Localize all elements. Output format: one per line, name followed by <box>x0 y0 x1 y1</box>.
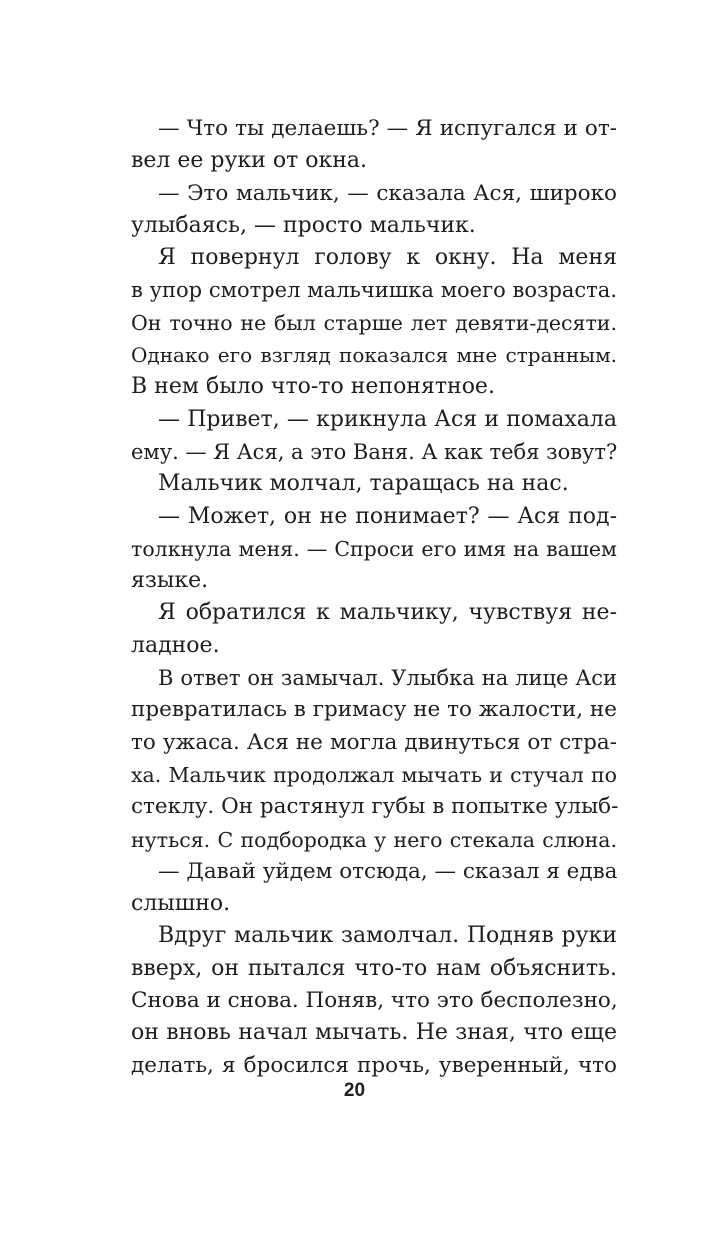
text-line: языке. <box>131 568 209 594</box>
text-line: то ужаса. Ася не могла двинуться от стра- <box>131 729 617 755</box>
text-line: — Может, он не понимает? — Ася под- <box>158 503 617 529</box>
text-line: ему. — Я Ася, а это Ваня. А как тебя зовут? <box>131 439 618 464</box>
page-number: 20 <box>343 1080 366 1101</box>
text-line: он вновь начал мычать. Не зная, что еще <box>131 1020 617 1046</box>
text-line: — Давай уйдем отсюда, — сказал я едва <box>158 858 618 884</box>
text-line: вверх, он пытался что-то нам объяснить. <box>131 955 617 981</box>
text-line: ха. Мальчик продолжал мычать и стучал по <box>131 762 617 787</box>
text-line: вел ее руки от окна. <box>131 148 368 174</box>
text-line: Я повернул голову к окну. На меня <box>158 245 617 271</box>
text-line: Он точно не был старше лет девяти-десяти. <box>131 310 617 335</box>
text-line: В ответ он замычал. Улыбка на лице Аси <box>158 666 617 691</box>
text-line: — Что ты делаешь? — Я испугался и от- <box>158 116 617 141</box>
text-line: в упор смотрел мальчишка моего возраста. <box>131 278 617 303</box>
text-line: Однако его взгляд показался мне странным. <box>131 343 617 368</box>
text-line: толкнула меня. — Спроси его имя на вашем <box>131 536 617 561</box>
text-line: слышно. <box>131 891 231 917</box>
text-line: нуться. С подбородка у него стекала слюна. <box>131 827 617 852</box>
text-line: Снова и снова. Поняв, что это бесполезно, <box>131 988 618 1014</box>
text-line: — Это мальчик, — сказала Ася, широко <box>158 180 617 206</box>
text-line: — Привет, — крикнула Ася и помахала <box>158 406 617 432</box>
text-line: Мальчик молчал, таращась на нас. <box>158 471 569 497</box>
text-line: превратилась в гримасу не то жалости, не <box>131 697 617 723</box>
text-line: В нем было что-то непонятное. <box>131 374 495 400</box>
text-line: улыбаясь, — просто мальчик. <box>131 212 476 238</box>
text-line: делать, я бросился прочь, уверенный, что <box>131 1052 617 1078</box>
text-line: стеклу. Он растянул губы в попытке улыб- <box>131 794 619 820</box>
body-text <box>131 113 617 1082</box>
text-line: ладное. <box>131 632 220 658</box>
text-line: Вдруг мальчик замолчал. Подняв руки <box>158 923 617 949</box>
text-line: Я обратился к мальчику, чувствуя не- <box>158 600 617 626</box>
